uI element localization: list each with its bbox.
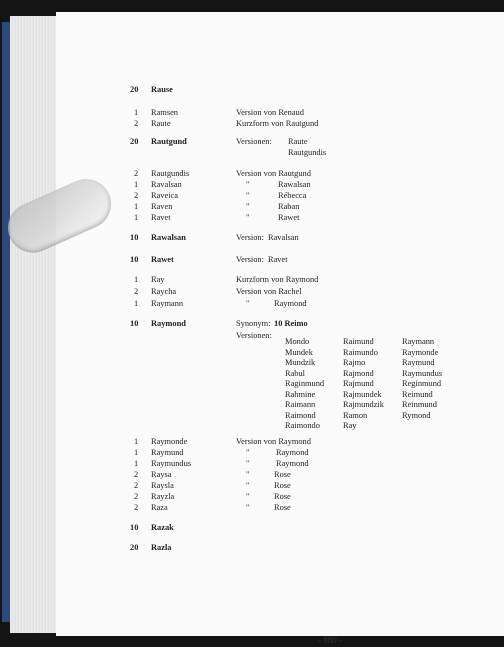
entry-description: Version von Renaud: [236, 108, 304, 117]
entry-name: Raycha: [151, 287, 177, 296]
entry-count: 20: [130, 543, 139, 552]
entry-count: 1: [134, 275, 139, 284]
version-name: Rymond: [402, 410, 431, 420]
version-name: Raymundus: [402, 368, 443, 378]
page-number: - 880 -: [318, 635, 342, 645]
ditto-mark: ": [246, 448, 250, 457]
entry-name: Rautgund: [151, 137, 187, 146]
version-name: Raimond: [285, 410, 316, 420]
version-name: Ray: [343, 421, 357, 430]
version-name: Rabul: [285, 368, 306, 378]
version-name: Mundzik: [285, 358, 316, 367]
reference-name: 10 Reimo: [274, 319, 308, 328]
entry-name: Raymundus: [151, 459, 192, 468]
version-name: Raymonde: [402, 347, 439, 357]
entry-name: Rayzla: [151, 492, 175, 501]
entry-count: 1: [134, 202, 139, 211]
entry-name: Raymund: [151, 448, 184, 457]
reference-name: Rose: [274, 481, 291, 490]
book-page: [56, 12, 504, 645]
entry-count: 2: [134, 169, 139, 178]
entry-count: 1: [134, 213, 139, 222]
reference-name: Rose: [274, 503, 291, 512]
entry-count: 2: [134, 287, 139, 296]
ditto-mark: ": [246, 213, 250, 222]
entry-count: 2: [134, 191, 139, 200]
entry-name: Ray: [151, 275, 165, 284]
version-name: Raimondo: [285, 421, 320, 430]
ditto-mark: ": [246, 503, 250, 512]
entry-description: Version von Rautgund: [236, 169, 311, 178]
entry-description: Versionen:: [236, 331, 272, 340]
page-stack-edge: [10, 16, 56, 633]
entry-name: Raven: [151, 202, 173, 211]
entry-count: 2: [134, 503, 139, 512]
ditto-mark: ": [246, 180, 250, 189]
entry-count: 2: [134, 470, 139, 479]
version-name: Rajmond: [343, 368, 374, 378]
entry-count: 1: [134, 437, 139, 446]
entry-name: Raymonde: [151, 437, 188, 446]
version-name: Rajmund: [343, 379, 374, 388]
entry-count: 20: [130, 137, 139, 146]
version-name: Raymann: [402, 337, 435, 346]
reference-name: Ravalsan: [268, 233, 299, 242]
entry-name: Raveica: [151, 191, 178, 200]
entry-count: 1: [134, 299, 139, 308]
version-name: Rajmundek: [343, 389, 382, 399]
version-name: Rajmundzik: [343, 400, 384, 409]
entry-count: 2: [134, 119, 139, 128]
version-name: Raimundo: [343, 347, 378, 357]
ditto-mark: ": [246, 492, 250, 501]
ditto-mark: ": [246, 470, 250, 479]
entry-description: Synonym:: [236, 319, 271, 328]
ditto-mark: ": [246, 191, 250, 200]
version-name: Raymund: [402, 358, 435, 367]
reference-name: Rébecca: [278, 191, 307, 200]
entry-count: 2: [134, 481, 139, 490]
entry-count: 1: [134, 108, 139, 117]
entry-count: 2: [134, 492, 139, 501]
version-name: Rahmine: [285, 389, 316, 399]
entry-name: Raysla: [151, 481, 174, 490]
entry-name: Razak: [151, 523, 174, 532]
entry-description: Version:: [236, 255, 264, 264]
reference-name: Raban: [278, 202, 300, 211]
entry-description: Version von Raymond: [236, 437, 311, 446]
entry-count: 1: [134, 180, 139, 189]
entry-count: 1: [134, 448, 139, 457]
entry-name: Raymond: [151, 319, 186, 328]
reference-name: Raymond: [276, 448, 309, 457]
entry-count: 10: [130, 255, 139, 264]
ditto-mark: ": [246, 459, 250, 468]
version-name: Mundek: [285, 347, 313, 357]
entry-description: Kurzform von Raymond: [236, 275, 319, 284]
entry-name: Rawalsan: [151, 233, 186, 242]
reference-name: Rautgundis: [288, 148, 327, 157]
entry-count: 20: [130, 85, 139, 94]
entry-name: Raza: [151, 503, 168, 512]
reference-name: Rose: [274, 492, 291, 501]
entry-count: 10: [130, 233, 139, 242]
ditto-mark: ": [246, 481, 250, 490]
entry-name: Raymann: [151, 299, 184, 308]
entry-name: Rawet: [151, 255, 174, 264]
reference-name: Raymond: [274, 299, 307, 308]
reference-name: Ravet: [268, 255, 288, 264]
entry-count: 10: [130, 319, 139, 328]
entry-name: Rautgundis: [151, 169, 190, 178]
version-name: Raimund: [343, 337, 374, 346]
entry-name: Rause: [151, 85, 173, 94]
reference-name: Rose: [274, 470, 291, 479]
entry-description: Kurzform von Rautgund: [236, 119, 319, 128]
entry-name: Ramsen: [151, 108, 178, 117]
entry-description: Version von Rachel: [236, 287, 302, 296]
version-name: Reinmund: [402, 400, 437, 409]
entry-name: Ravalsan: [151, 180, 182, 189]
entry-name: Raysa: [151, 470, 172, 479]
reference-name: Rawet: [278, 213, 300, 222]
version-name: Reginmund: [402, 379, 442, 388]
ditto-mark: ": [246, 202, 250, 211]
reference-name: Rawalsan: [278, 180, 311, 189]
reference-name: Raute: [288, 137, 308, 146]
reference-name: Raymond: [276, 459, 309, 468]
version-name: Raimann: [285, 400, 316, 409]
ditto-mark: ": [246, 299, 250, 308]
entry-count: 1: [134, 459, 139, 468]
entry-count: 10: [130, 523, 139, 532]
entry-description: Version:: [236, 233, 264, 242]
entry-description: Versionen:: [236, 137, 272, 146]
entry-name: Ravet: [151, 213, 171, 222]
version-name: Raginmund: [285, 379, 325, 388]
version-name: Ramon: [343, 410, 368, 420]
version-name: Rajmo: [343, 358, 366, 367]
entry-name: Raute: [151, 119, 171, 128]
entry-name: Razla: [151, 543, 172, 552]
version-name: Mondo: [285, 337, 310, 346]
version-name: Reimund: [402, 389, 433, 399]
